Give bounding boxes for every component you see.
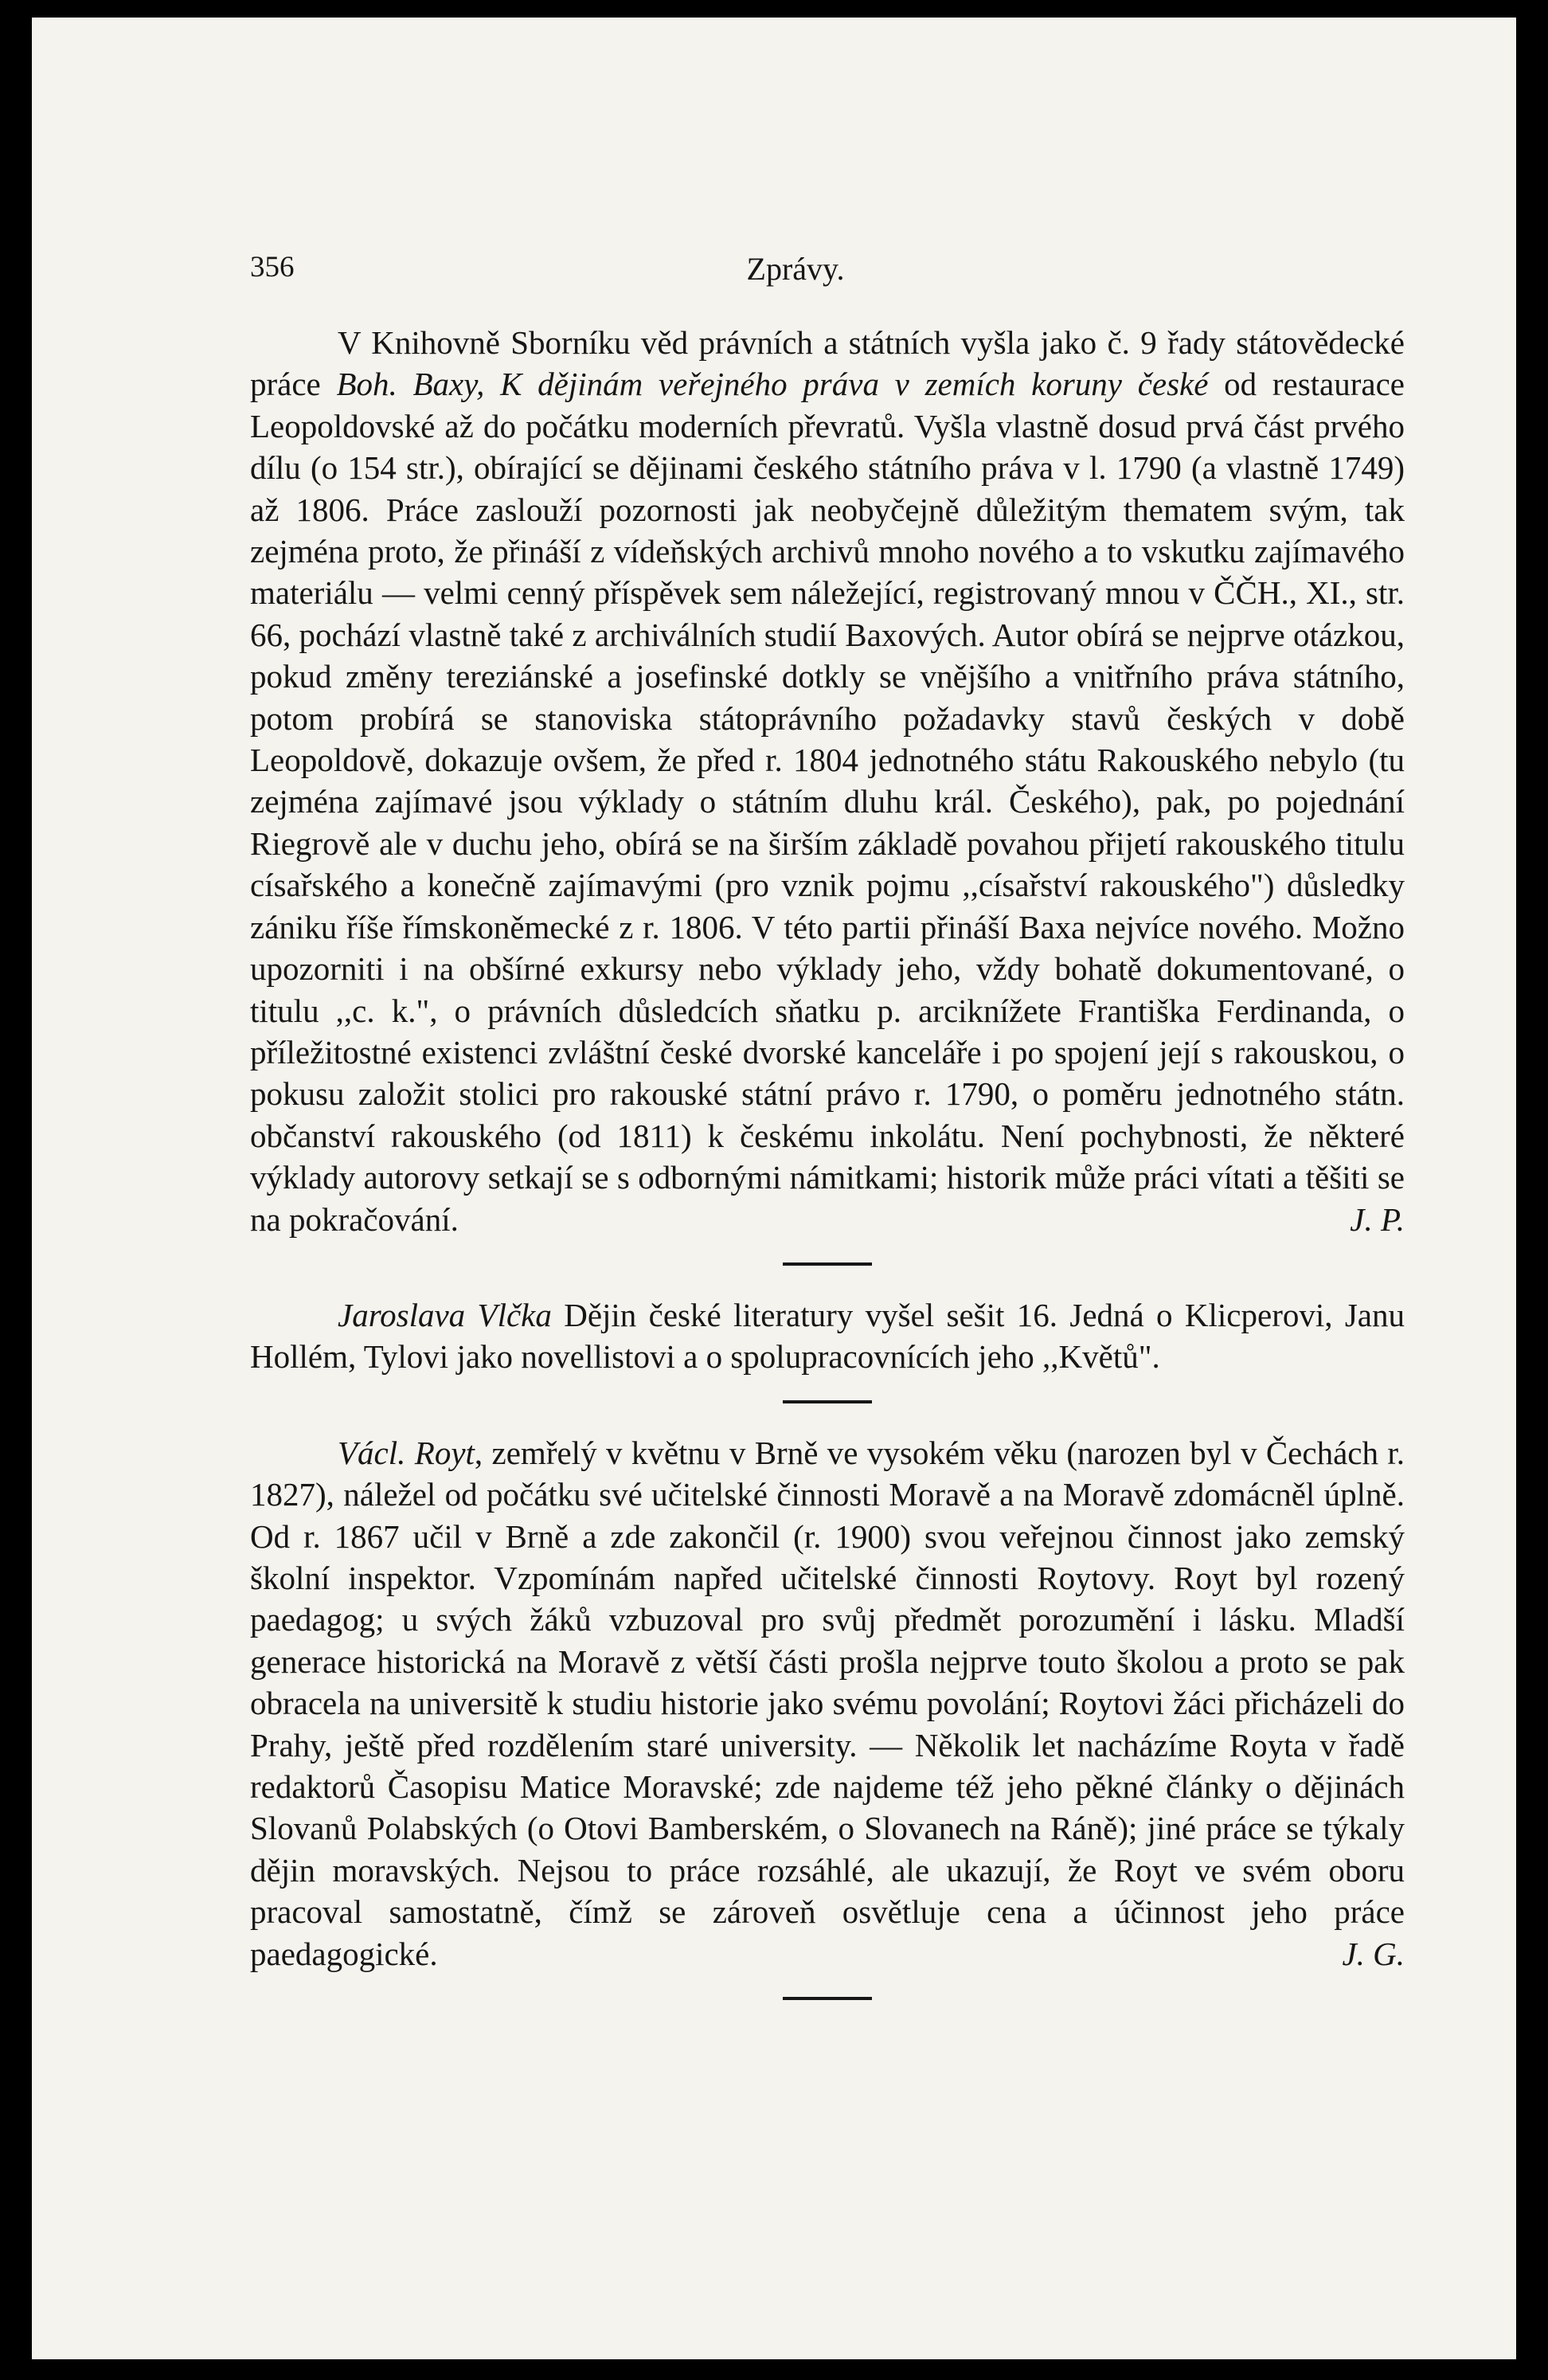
article-baxa-body: od restaurace Leopoldovské až do počátku moderních převratů. Vyšla vlastně dosud prvá část prvého dílu (o 154 str.), obírající se dějinami českého státního práva v l. 1790 (a vlastně 1749) až 1806. Práce zaslouží pozornosti jak neobyčejně důležitým thematem svým, tak zejména proto, že přináší z vídeňských archivů mnoho nového a to vskutku zajímavého materiálu — velmi cenný příspěvek sem náležející, registrovaný mnou v ČČH., XI., str. 66, pochází vlastně také z archiválních studií Baxových. Autor obírá se nejprve otázkou, pokud změny tereziánské a josefinské dotkly se vnějšího a vnitřního práva státního, potom probírá se stanoviska státoprávního požadavky stavů českých v době Leopoldově, dokazuje ovšem, že před r. 1804 jednotného státu Rakouského nebylo (tu zejména zajímavé jsou výklady o státním dluhu král. Českého), pak, po pojednání Riegrově ale v duchu jeho, obírá se na širším základě povahou přijetí rakouského titulu císařského a konečně zajímavými (pro vznik pojmu ,,císařství rakouského") důsledky zániku říše římskoněmecké z r. 1806. V této partii přináší Baxa nejvíce nového. Možno upozorniti i na obšírné exkursy nebo výklady jeho, vždy bohatě dokumentované, o titulu ,,c. k.", o právních důsledcích sňatku p. arciknížete Františka Ferdinanda, o příležitostné existenci zvláštní české dvorské kanceláře i po spojení její s rakouskou, o pokusu založit stolici pro rakouské státní právo r. 1790, o poměru jednotného státn. občanství rakouského (od 1811) k českému inkolátu. Není pochybnosti, že některé výklady autorovy setkají se s odbornými námitkami; historik může práci vítati a těšiti se na pokračování. (250, 366, 1405, 1238)
page-content (250, 322, 1405, 2029)
article-royt-author: Václ. Royt (338, 1434, 475, 1471)
article-baxa-lead: V Knihovně Sborníku věd právních a státních vyšla jako č. 9 řady státovědecké práce (250, 324, 1405, 403)
article-royt-body: , zemřelý v květnu v Brně ve vysokém věku (narozen byl v Čechách r. 1827), náležel od počátku své učitelské činnosti Moravě a na Moravě zdomácněl úplně. Od r. 1867 učil v Brně a zde zakončil (r. 1900) svou veřejnou činnost jako zemský školní inspektor. Vzpomínám napřed učitelské činnosti Roytovy. Royt byl rozený paedagog; u svých žáků vzbuzoval pro svůj předmět porozumění i lásku. Mladší generace historická na Moravě z větší části prošla nejprve touto školou a proto se pak obracela na universitě k studiu historie jako svému povolání; Roytovi žáci přicházeli do Prahy, ještě před rozdělením staré university. — Několik let nacházíme Royta v řadě redaktorů Časopisu Matice Moravské; zde najdeme též jeho pěkné články o dějinách Slovanů Polabských (o Otovi Bamberském, o Slovanech na Ráně); jiné práce se týkaly dějin moravských. Nejsou to práce rozsáhlé, ale ukazují, že Royt ve svém oboru pracoval samostatně, čímž se zároveň osvětluje cena a účinnost jeho práce paedagogické. (250, 1434, 1405, 1972)
page-number: 356 (250, 251, 295, 284)
article-baxa (250, 322, 1405, 1240)
article-vlcek-author: Jaroslava Vlčka (338, 1296, 552, 1333)
article-baxa-book-title: , K dějinám veřejného práva v zemích koruny české (476, 366, 1209, 403)
article-baxa-paragraph (250, 322, 1405, 1240)
scanned-page (32, 18, 1516, 2359)
section-divider (783, 1400, 872, 1403)
article-royt-signature: J. G. (1342, 1935, 1405, 1972)
article-royt (250, 1432, 1405, 1975)
page-header (250, 250, 1341, 290)
article-baxa-signature: J. P. (1350, 1200, 1405, 1238)
section-divider (783, 1262, 872, 1266)
article-vlcek (250, 1294, 1405, 1378)
article-baxa-author: Boh. Baxy (336, 366, 477, 403)
article-vlcek-body: Dějin české literatury vyšel sešit 16. Jedná o Klicperovi, Janu Hollém, Tylovi jako novellistovi a o spolupracovnících jeho ,,Květů". (250, 1296, 1405, 1376)
article-vlcek-paragraph (250, 1294, 1405, 1378)
article-royt-paragraph (250, 1432, 1405, 1975)
running-title: Zprávy. (746, 251, 845, 287)
section-divider (783, 1997, 872, 2000)
